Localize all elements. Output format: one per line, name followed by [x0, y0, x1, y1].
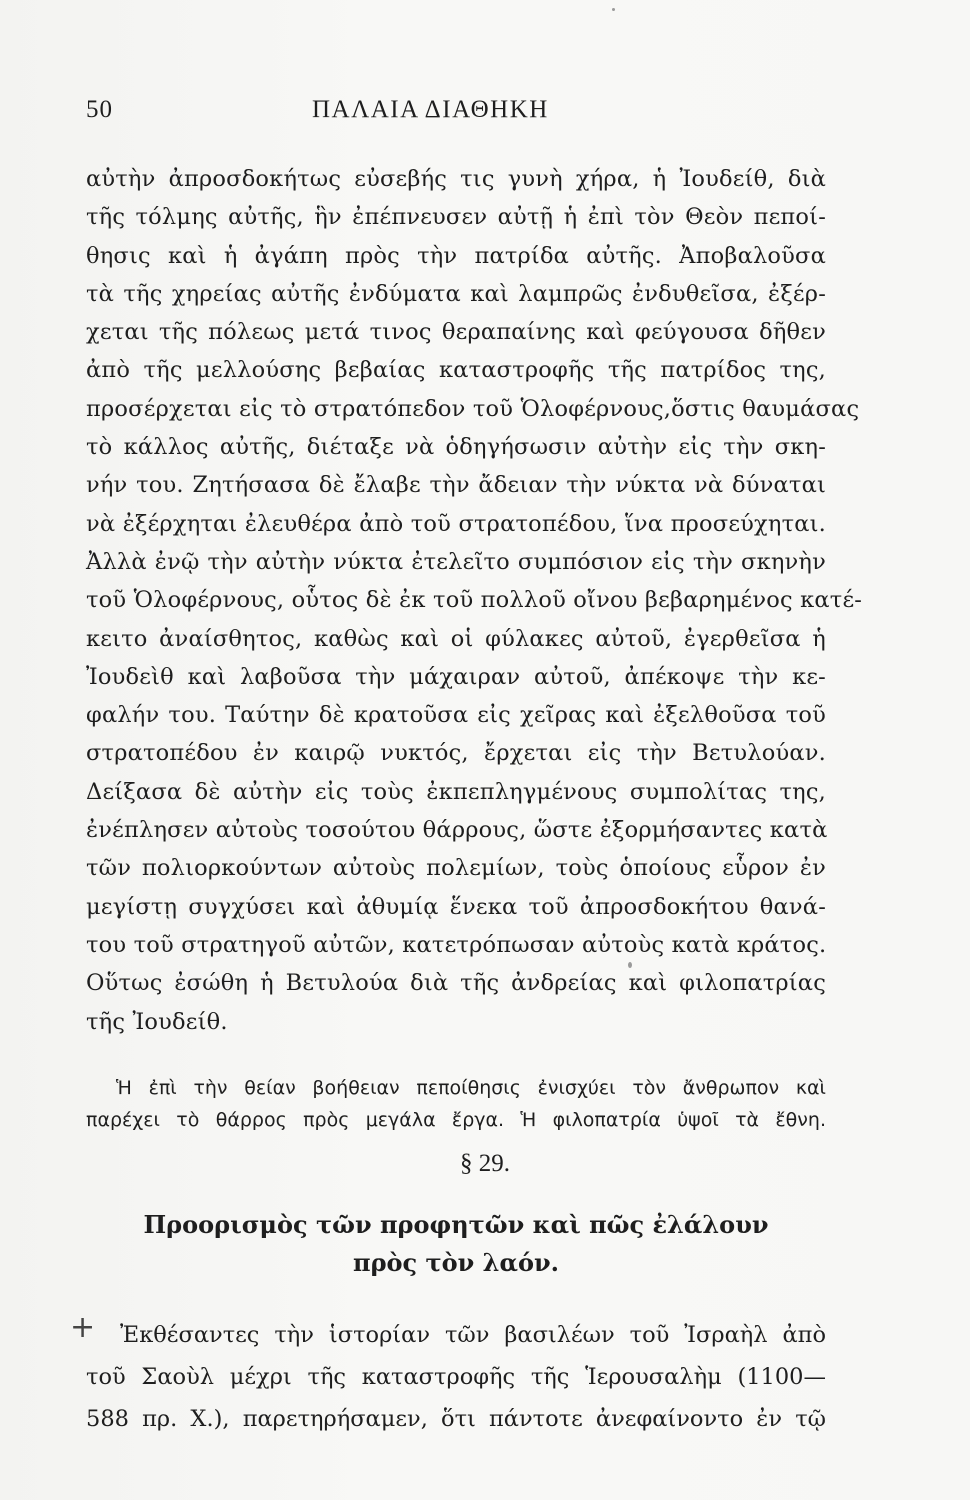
text-line: τοῦ Ὁλοφέρνους, οὗτος δὲ ἐκ τοῦ πολλοῦ οἴνου βεβαρημένος κατέ- — [86, 587, 863, 614]
text-line: ἐνέπλησεν αὐτοὺς τοσούτου θάρρους, ὥστε ἐξορμήσαντες κατὰ — [86, 817, 828, 844]
text-line: Ἀλλὰ ἐνῷ τὴν αὐτὴν νύκτα ἐτελεῖτο συμπόσιον εἰς τὴν σκηνὴν — [86, 548, 826, 575]
running-title: ΠΑΛΑΙΑ ΔΙΑΘΗΚΗ — [312, 96, 549, 123]
paper-speck — [612, 8, 615, 11]
text-line: τοῦ Σαοὺλ μέχρι τῆς καταστροφῆς τῆς Ἱερουσαλὴμ (1100— — [86, 1364, 826, 1390]
text-line: νήν του. Ζητήσασα δὲ ἔλαβε τὴν ἄδειαν τὴν νύκτα νὰ δύναται — [86, 472, 826, 499]
main-paragraph — [86, 160, 863, 1041]
text-line: 588 πρ. Χ.), παρετηρήσαμεν, ὅτι πάντοτε ἀνεφαίνοντο ἐν τῷ — [86, 1406, 826, 1432]
section-title-line: Προορισμὸς τῶν προφητῶν καὶ πῶς ἐλάλουν — [143, 1210, 769, 1239]
text-line: προσέρχεται εἰς τὸ στρατόπεδον τοῦ Ὁλοφέρνους,ὅστις θαυμάσας — [86, 395, 860, 422]
text-line: Δείξασα δὲ αὐτὴν εἰς τοὺς ἐκπεπληγμένους συμπολίτας της, — [86, 778, 826, 805]
summary-line: Ἡ ἐπὶ τὴν θείαν βοήθειαν πεποίθησις ἐνισχύει τὸν ἄνθρωπον καὶ — [116, 1077, 826, 1099]
text-line: θησις καὶ ἡ ἀγάπη πρὸς τὴν πατρίδα αὐτῆς. Ἀποβαλοῦσα — [86, 242, 826, 269]
text-line: χεται τῆς πόλεως μετά τινος θεραπαίνης καὶ φεύγουσα δῆθεν — [86, 319, 826, 346]
paper-speck — [628, 962, 632, 968]
text-line: κειτο ἀναίσθητος, καθὼς καὶ οἱ φύλακες αὐτοῦ, ἐγερθεῖσα ἡ — [86, 625, 826, 652]
section-paragraph — [86, 1314, 826, 1440]
text-line: ἀπὸ τῆς μελλούσης βεβαίας καταστροφῆς τῆς πατρίδος της, — [86, 357, 826, 384]
text-line: τῆς τόλμης αὐτῆς, ἣν ἐπέπνευσεν αὐτῇ ἡ ἐπὶ τὸν Θεὸν πεποί- — [86, 204, 826, 231]
text-line: τῆς Ἰουδείθ. — [86, 1008, 228, 1035]
page-number: 50 — [86, 96, 113, 123]
text-line: Οὕτως ἐσώθη ἡ Βετυλούα διὰ τῆς ἀνδρείας καὶ φιλοπατρίας — [86, 970, 826, 997]
text-line: Ἐκθέσαντες τὴν ἱστορίαν τῶν βασιλέων τοῦ Ἰσραὴλ ἀπὸ — [120, 1322, 826, 1348]
section-title — [86, 1206, 826, 1282]
section-number: § 29. — [460, 1150, 510, 1177]
text-line: τῶν πολιορκούντων αὐτοὺς πολεμίων, τοὺς ὁποίους εὗρον ἐν — [86, 855, 826, 882]
text-line: μεγίστῃ συγχύσει καὶ ἀθυμίᾳ ἕνεκα τοῦ ἀπροσδοκήτου θανά- — [86, 893, 826, 920]
text-line: Ἰουδεὶθ καὶ λαβοῦσα τὴν μάχαιραν αὐτοῦ, ἀπέκοψε τὴν κε- — [86, 663, 826, 690]
summary-line: παρέχει τὸ θάρρος πρὸς μεγάλα ἔργα. Ἡ φιλοπατρία ὑψοῖ τὰ ἔθνη. — [86, 1109, 826, 1131]
text-line: στρατοπέδου ἐν καιρῷ νυκτός, ἔρχεται εἰς τὴν Βετυλούαν. — [86, 740, 826, 767]
text-line: τὰ τῆς χηρείας αὐτῆς ἐνδύματα καὶ λαμπρῶς ἐνδυθεῖσα, ἐξέρ- — [86, 280, 826, 307]
page-header — [86, 96, 826, 136]
text-line: του τοῦ στρατηγοῦ αὐτῶν, κατετρόπωσαν αὐτοὺς κατὰ κράτος. — [86, 931, 827, 958]
margin-mark: + — [70, 1310, 96, 1345]
text-line: νὰ ἐξέρχηται ἐλευθέρα ἀπὸ τοῦ στρατοπέδου, ἵνα προσεύχηται. — [86, 510, 826, 537]
text-line: τὸ κάλλος αὐτῆς, διέταξε νὰ ὁδηγήσωσιν αὐτὴν εἰς τὴν σκη- — [86, 434, 826, 461]
moral-summary — [86, 1072, 826, 1136]
section-title-line: πρὸς τὸν λαόν. — [353, 1248, 559, 1277]
text-line: φαλήν του. Ταύτην δὲ κρατοῦσα εἰς χεῖρας καὶ ἐξελθοῦσα τοῦ — [86, 702, 826, 729]
text-line: αὐτὴν ἀπροσδοκήτως εὐσεβής τις γυνὴ χήρα, ἡ Ἰουδείθ, διὰ — [86, 166, 826, 192]
